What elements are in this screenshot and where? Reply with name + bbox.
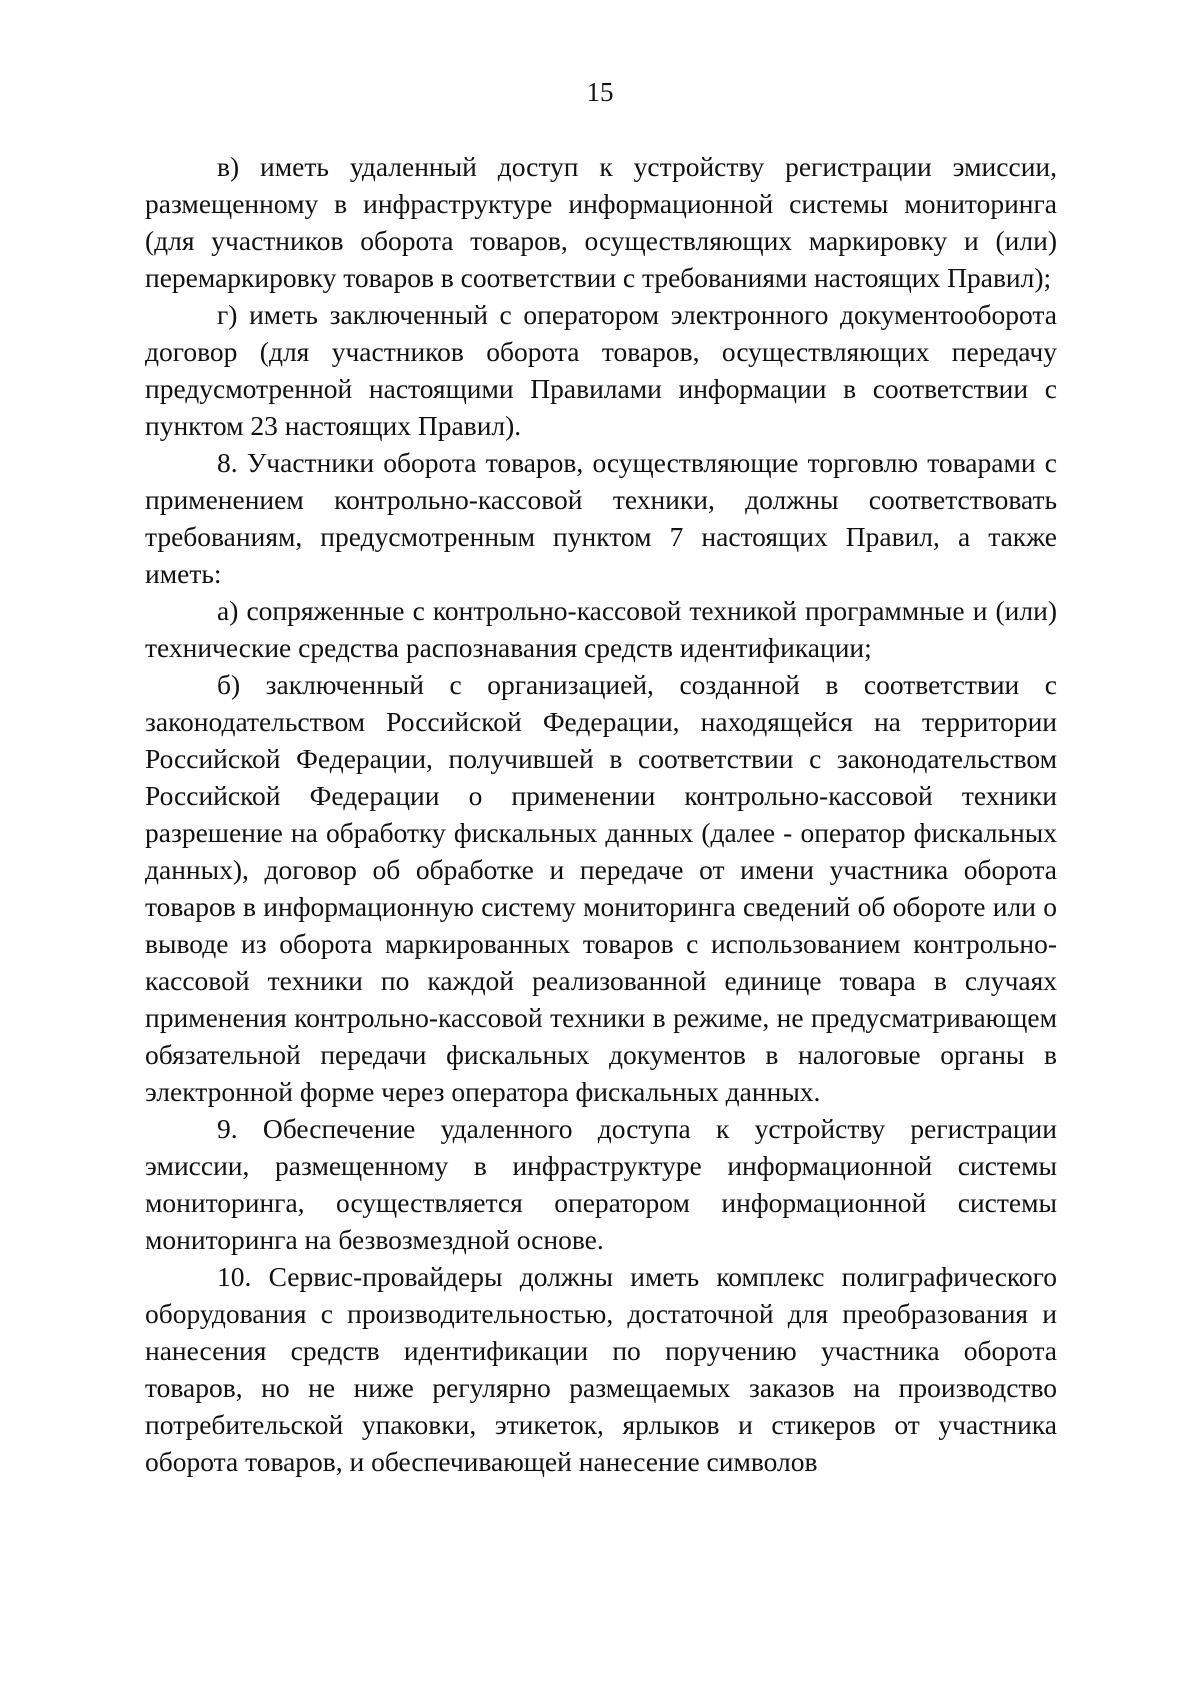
paragraph-v: в) иметь удаленный доступ к устройству регистрации эмиссии, размещенному в инфраструктуре информационной системы мониторинга (для участников оборота товаров, осуществляющих маркировку и (или) перемаркировку товаров в соответствии с требованиями настоящих Правил); bbox=[145, 151, 1057, 293]
paragraph-b: б) заключенный с организацией, созданной в соответствии с законодательством Российской Федерации, находящейся на территории Российской Федерации, получившей в соответствии с законодательством Российской Федерации о применении контрольно-кассовой техники разрешение на обработку фискальных данных (далее - оператор фискальных данных), договор об обработке и передаче от имени участника оборота товаров в информационную систему мониторинга сведений об обороте или о выводе из оборота маркированных товаров с использованием контрольно-кассовой техники по каждой реализованной единице товара в случаях применения контрольно-кассовой техники в режиме, не предусматривающем обязательной передачи фискальных документов в налоговые органы в электронной форме через оператора фискальных данных. bbox=[145, 669, 1057, 1107]
paragraph-8: 8. Участники оборота товаров, осуществляющие торговлю товарами с применением контрольно-кассовой техники, должны соответствовать требованиям, предусмотренным пунктом 7 настоящих Правил, а также иметь: bbox=[145, 447, 1057, 589]
document-body bbox=[145, 148, 1057, 1480]
page-number: 15 bbox=[586, 77, 614, 107]
paragraph-g: г) иметь заключенный с оператором электронного документооборота договор (для участников оборота товаров, осуществляющих передачу предусмотренной настоящими Правилами информации в соответствии с пунктом 23 настоящих Правил). bbox=[145, 299, 1057, 441]
paragraph-a: а) сопряженные с контрольно-кассовой техникой программные и (или) технические средства распознавания средств идентификации; bbox=[145, 595, 1057, 663]
paragraph-9: 9. Обеспечение удаленного доступа к устройству регистрации эмиссии, размещенному в инфраструктуре информационной системы мониторинга, осуществляется оператором информационной системы мониторинга на безвозмездной основе. bbox=[145, 1113, 1057, 1255]
paragraph-10: 10. Сервис-провайдеры должны иметь комплекс полиграфического оборудования с производительностью, достаточной для преобразования и нанесения средств идентификации по поручению участника оборота товаров, но не ниже регулярно размещаемых заказов на производство потребительской упаковки, этикеток, ярлыков и стикеров от участника оборота товаров, и обеспечивающей нанесение символов bbox=[145, 1261, 1057, 1477]
